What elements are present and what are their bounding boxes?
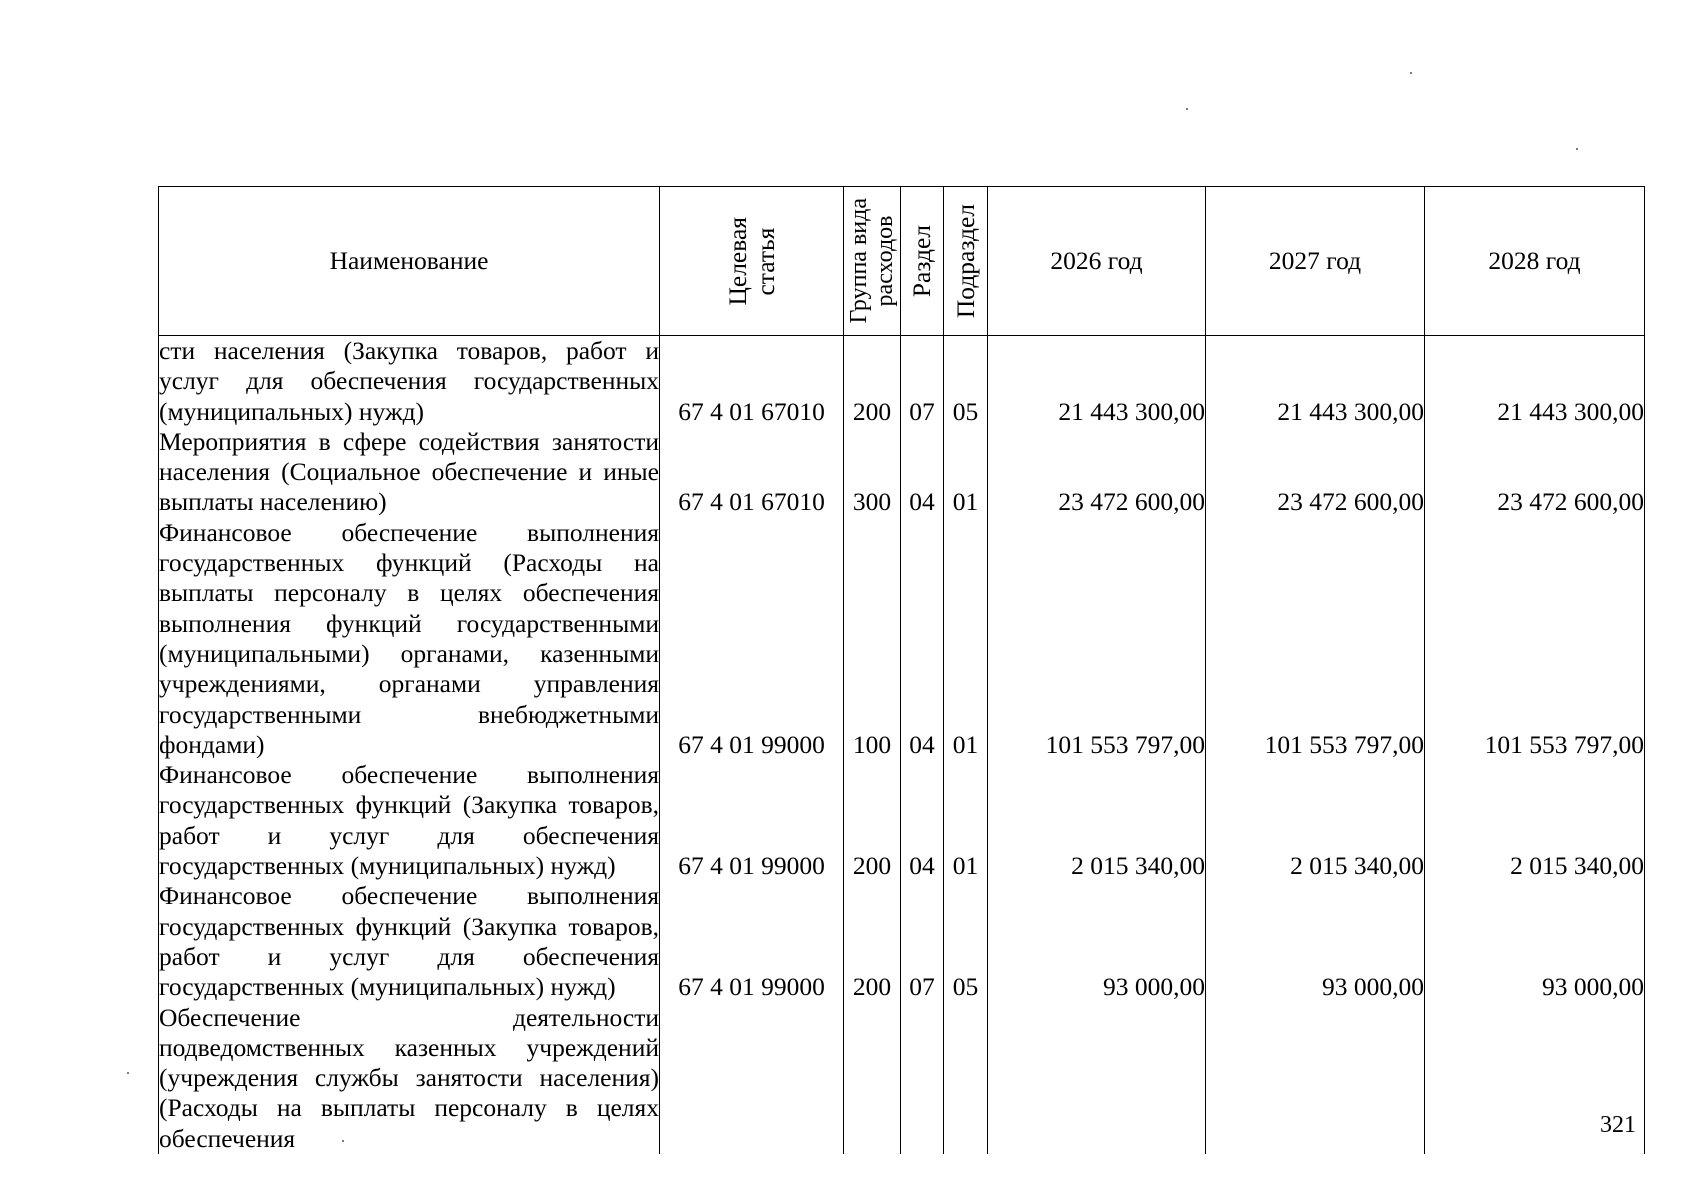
page-number: 321 xyxy=(1600,1112,1636,1138)
row-amount-2027: 101 553 797,00 xyxy=(1206,518,1425,760)
scan-speck xyxy=(1576,148,1578,150)
row-section: 07 xyxy=(901,336,944,427)
row-expense-group: 100 xyxy=(844,518,901,760)
header-name: Наименование xyxy=(159,187,660,336)
header-section-label: Раздел xyxy=(907,224,936,298)
row-amount-2028: 23 472 600,00 xyxy=(1425,427,1645,518)
row-subsection xyxy=(944,1003,988,1154)
row-target-article: 67 4 01 99000 xyxy=(660,518,844,760)
header-row xyxy=(159,187,1645,336)
row-amount-2026: 2 015 340,00 xyxy=(988,760,1206,881)
row-amount-2026 xyxy=(988,1003,1206,1154)
row-expense-group xyxy=(844,1003,901,1154)
row-amount-2027: 21 443 300,00 xyxy=(1206,336,1425,427)
table-row xyxy=(159,336,1645,427)
scan-speck xyxy=(127,1072,129,1074)
row-expense-group: 300 xyxy=(844,427,901,518)
scan-speck xyxy=(1410,72,1412,74)
row-section: 04 xyxy=(901,427,944,518)
row-amount-2027: 2 015 340,00 xyxy=(1206,760,1425,881)
row-target-article: 67 4 01 67010 xyxy=(660,427,844,518)
row-amount-2028: 2 015 340,00 xyxy=(1425,760,1645,881)
table-row xyxy=(159,760,1645,881)
row-amount-2028: 101 553 797,00 xyxy=(1425,518,1645,760)
row-subsection: 01 xyxy=(944,760,988,881)
scan-speck xyxy=(1186,108,1188,110)
row-expense-group: 200 xyxy=(844,760,901,881)
row-target-article: 67 4 01 99000 xyxy=(660,881,844,1002)
row-name: Финансовое обеспечение выполнения государственных функций (Расходы на выплаты персоналу в целях обеспечения выполнения функций государственными (муниципальными) органами, казенными учреждениями, органами управления государственными внебюджетными фондами) xyxy=(159,517,659,759)
header-target-article-label: Целевая статья xyxy=(722,216,780,306)
row-amount-2026: 101 553 797,00 xyxy=(988,518,1206,760)
row-section xyxy=(901,1003,944,1154)
row-section: 04 xyxy=(901,760,944,881)
row-subsection: 05 xyxy=(944,881,988,1002)
header-year-2027: 2027 год xyxy=(1206,187,1425,336)
row-subsection: 01 xyxy=(944,427,988,518)
row-name: Обеспечение деятельности подведомственных казенных учреждений (учреждения службы занятости населения) (Расходы на выплаты персоналу в целях обеспечения xyxy=(159,1002,659,1153)
row-amount-2027: 93 000,00 xyxy=(1206,881,1425,1002)
budget-table xyxy=(158,186,1645,1154)
row-amount-2026: 93 000,00 xyxy=(988,881,1206,1002)
row-section: 07 xyxy=(901,881,944,1002)
header-expense-group xyxy=(844,187,901,336)
row-amount-2027: 23 472 600,00 xyxy=(1206,427,1425,518)
row-name: сти населения (Закупка товаров, работ и услуг для обеспечения государственных (муниципальных) нужд) xyxy=(159,336,659,426)
header-expense-group-label: Группа вида расходов xyxy=(846,198,898,324)
table-header xyxy=(159,187,1645,336)
scan-speck xyxy=(342,1140,344,1142)
table-row xyxy=(159,427,1645,518)
table-row xyxy=(159,518,1645,760)
row-name: Финансовое обеспечение выполнения государственных функций (Закупка товаров, работ и услуг для обеспечения государственных (муниципальных) нужд) xyxy=(159,881,659,1002)
row-target-article xyxy=(660,1003,844,1154)
header-subsection xyxy=(944,187,988,336)
table-row xyxy=(159,1003,1645,1154)
row-expense-group: 200 xyxy=(844,336,901,427)
row-subsection: 05 xyxy=(944,336,988,427)
row-amount-2026: 23 472 600,00 xyxy=(988,427,1206,518)
header-section xyxy=(901,187,944,336)
row-target-article: 67 4 01 99000 xyxy=(660,760,844,881)
row-section: 04 xyxy=(901,518,944,760)
header-subsection-label: Подраздел xyxy=(950,203,980,319)
row-subsection: 01 xyxy=(944,518,988,760)
row-name: Мероприятия в сфере содействия занятости населения (Социальное обеспечение и иные выплаты населению) xyxy=(159,426,659,517)
table-row xyxy=(159,881,1645,1002)
row-amount-2028: 93 000,00 xyxy=(1425,881,1645,1002)
table-body xyxy=(159,336,1645,1155)
row-name: Финансовое обеспечение выполнения государственных функций (Закупка товаров, работ и услуг для обеспечения государственных (муниципальных) нужд) xyxy=(159,760,659,881)
row-amount-2028: 21 443 300,00 xyxy=(1425,336,1645,427)
header-target-article xyxy=(660,187,844,336)
row-amount-2027 xyxy=(1206,1003,1425,1154)
row-amount-2026: 21 443 300,00 xyxy=(988,336,1206,427)
row-target-article: 67 4 01 67010 xyxy=(660,336,844,427)
row-expense-group: 200 xyxy=(844,881,901,1002)
header-year-2026: 2026 год xyxy=(988,187,1206,336)
header-year-2028: 2028 год xyxy=(1425,187,1645,336)
